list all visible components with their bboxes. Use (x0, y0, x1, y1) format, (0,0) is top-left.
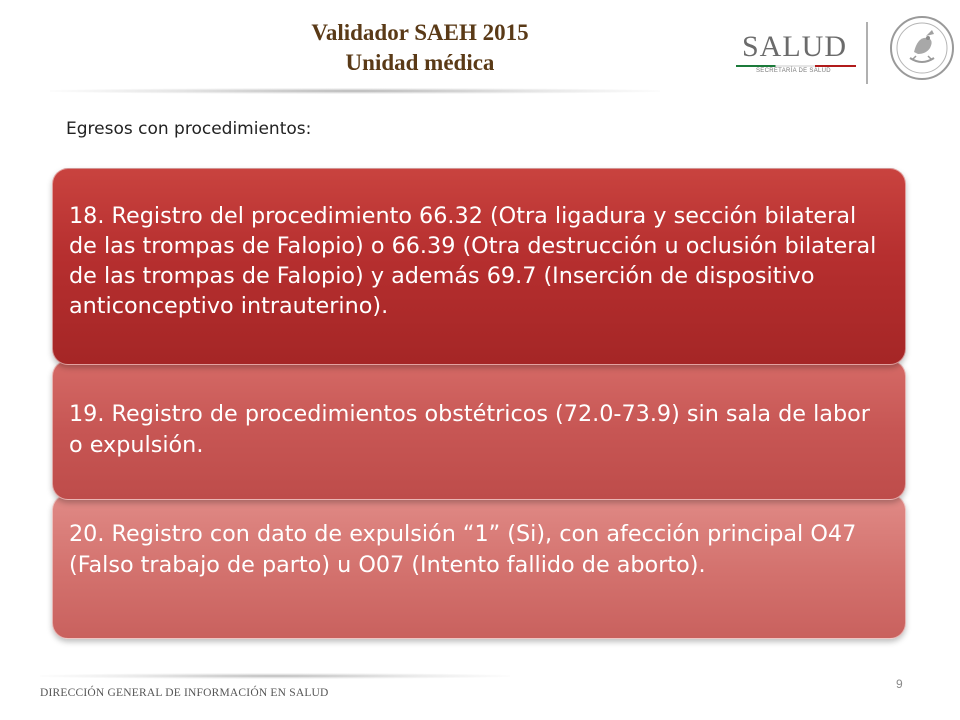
header-shadow-line (50, 88, 660, 94)
rule-text-19: 19. Registro de procedimientos obstétricos (72.0-73.9) sin sala de labor o expulsión. (69, 401, 870, 458)
slide-subtitle: Unidad médica (345, 50, 495, 75)
slide-title-block (230, 18, 610, 78)
logo-color-bar (736, 65, 856, 67)
rule-text-18: 18. Registro del procedimiento 66.32 (Otra ligadura y sección bilateral de las trompas de Falopio) o 66.39 (Otra destrucción u oclusión bilateral de las trompas de Falopio) y además 69.7 (Inserción de dispositivo anticonceptivo intrauterino). (69, 203, 877, 319)
section-intro: Egresos con procedimientos: (66, 119, 312, 139)
rule-text-20: 20. Registro con dato de expulsión “1” (Si), con afección principal O47 (Falso trabajo de parto) u O07 (Intento fallido de aborto). (69, 521, 857, 578)
page-number: 9 (896, 677, 903, 691)
rule-box-18 (52, 168, 906, 365)
logo-subtitle: SECRETARÍA DE SALUD (756, 68, 831, 74)
salud-logo (728, 30, 856, 80)
slide-title: Validador SAEH 2015 (311, 20, 529, 45)
footer-shadow-line (40, 673, 510, 679)
rule-box-20 (52, 494, 906, 639)
logo-divider (866, 22, 868, 84)
mexico-seal-icon (888, 14, 956, 82)
footer-organization: DIRECCIÓN GENERAL DE INFORMACIÓN EN SALUD (40, 687, 329, 699)
rule-box-19 (52, 360, 906, 500)
logo-word: SALUD (742, 30, 848, 63)
